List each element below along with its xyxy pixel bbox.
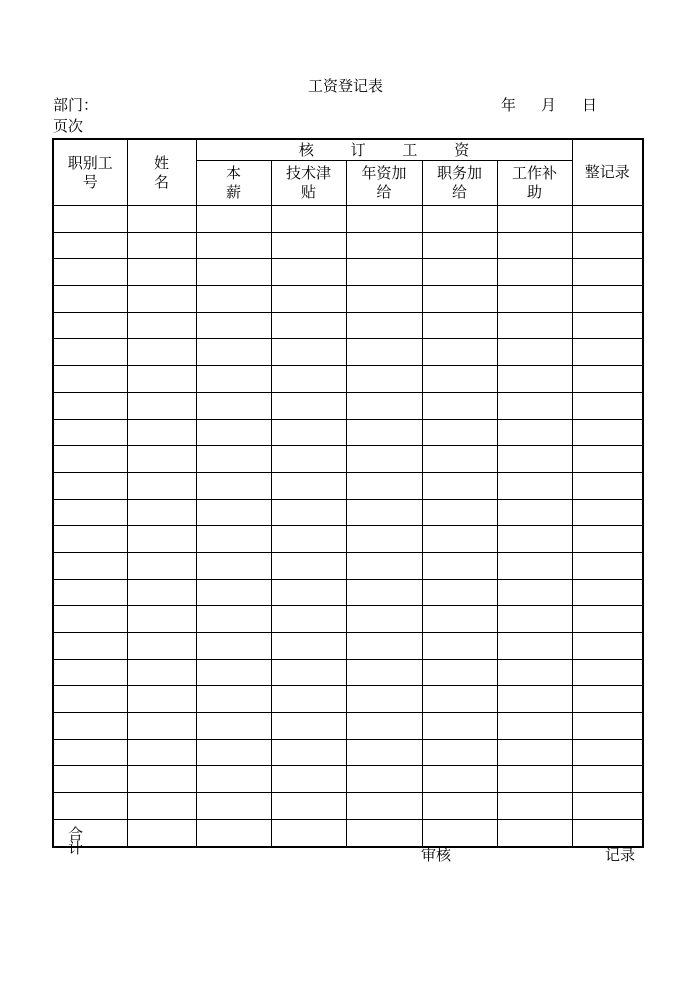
table-cell[interactable] bbox=[127, 339, 196, 366]
table-cell[interactable] bbox=[127, 232, 196, 259]
table-cell[interactable] bbox=[196, 339, 271, 366]
table-row bbox=[53, 392, 643, 419]
table-cell[interactable] bbox=[196, 606, 271, 633]
table-cell[interactable] bbox=[271, 766, 346, 793]
table-cell[interactable] bbox=[271, 446, 346, 473]
table-cell[interactable] bbox=[422, 339, 497, 366]
document-title: 工资登记表 bbox=[308, 77, 384, 95]
table-cell[interactable] bbox=[53, 206, 127, 233]
table-cell[interactable] bbox=[196, 259, 271, 286]
table-cell[interactable] bbox=[346, 686, 422, 713]
table-cell[interactable] bbox=[53, 686, 127, 713]
table-cell[interactable] bbox=[271, 339, 346, 366]
header-job-number-line2: 号 bbox=[82, 172, 98, 191]
table-cell[interactable] bbox=[346, 446, 422, 473]
table-cell[interactable] bbox=[196, 366, 271, 393]
table-cell[interactable] bbox=[497, 499, 572, 526]
table-cell[interactable] bbox=[497, 232, 572, 259]
table-cell[interactable] bbox=[422, 633, 497, 660]
table-cell[interactable] bbox=[53, 472, 127, 499]
table-cell[interactable] bbox=[346, 259, 422, 286]
table-cell[interactable] bbox=[127, 659, 196, 686]
table-cell[interactable] bbox=[572, 419, 643, 446]
table-cell[interactable] bbox=[196, 446, 271, 473]
total-cell[interactable] bbox=[196, 819, 271, 847]
table-cell[interactable] bbox=[271, 472, 346, 499]
table-cell[interactable] bbox=[422, 606, 497, 633]
table-cell[interactable] bbox=[572, 472, 643, 499]
header-seniority-bonus-line2: 给 bbox=[376, 183, 392, 201]
table-cell[interactable] bbox=[346, 659, 422, 686]
table-cell[interactable] bbox=[572, 579, 643, 606]
year-label: 年 bbox=[501, 96, 517, 114]
table-cell[interactable] bbox=[127, 606, 196, 633]
table-row bbox=[53, 793, 643, 820]
table-cell[interactable] bbox=[127, 366, 196, 393]
header-name-line1: 姓 bbox=[153, 153, 169, 172]
table-cell[interactable] bbox=[346, 713, 422, 740]
table-cell[interactable] bbox=[127, 206, 196, 233]
header-position-bonus-line2: 给 bbox=[451, 183, 467, 201]
table-cell[interactable] bbox=[196, 579, 271, 606]
table-cell[interactable] bbox=[127, 312, 196, 339]
table-cell[interactable] bbox=[53, 659, 127, 686]
header-technical-allowance-line1: 技术津 bbox=[285, 164, 331, 182]
table-cell[interactable] bbox=[346, 286, 422, 313]
table-cell[interactable] bbox=[346, 392, 422, 419]
recorder-label: 记录 bbox=[605, 846, 636, 864]
table-cell[interactable] bbox=[572, 286, 643, 313]
table-row bbox=[53, 579, 643, 606]
header-base-salary-line1: 本 bbox=[225, 164, 241, 182]
header-work-subsidy bbox=[497, 161, 572, 206]
table-cell[interactable] bbox=[271, 419, 346, 446]
table-cell[interactable] bbox=[422, 659, 497, 686]
table-cell[interactable] bbox=[196, 793, 271, 820]
table-cell[interactable] bbox=[53, 633, 127, 660]
table-cell[interactable] bbox=[271, 526, 346, 553]
table-cell[interactable] bbox=[196, 713, 271, 740]
table-row bbox=[53, 472, 643, 499]
table-cell[interactable] bbox=[422, 472, 497, 499]
table-cell[interactable] bbox=[572, 499, 643, 526]
table-cell[interactable] bbox=[53, 552, 127, 579]
table-cell[interactable] bbox=[346, 526, 422, 553]
table-cell[interactable] bbox=[271, 713, 346, 740]
table-cell[interactable] bbox=[53, 766, 127, 793]
table-cell[interactable] bbox=[271, 392, 346, 419]
table-cell[interactable] bbox=[53, 419, 127, 446]
table-cell[interactable] bbox=[196, 499, 271, 526]
table-row bbox=[53, 686, 643, 713]
header-adjust-record: 整记录 bbox=[572, 139, 643, 206]
table-cell[interactable] bbox=[572, 713, 643, 740]
table-cell[interactable] bbox=[572, 659, 643, 686]
table-cell[interactable] bbox=[422, 392, 497, 419]
table-row bbox=[53, 206, 643, 233]
table-cell[interactable] bbox=[53, 713, 127, 740]
table-cell[interactable] bbox=[497, 206, 572, 233]
table-cell[interactable] bbox=[572, 232, 643, 259]
table-row bbox=[53, 606, 643, 633]
header-position-bonus-line1: 职务加 bbox=[436, 164, 482, 182]
header-seniority-bonus bbox=[346, 161, 422, 206]
table-row bbox=[53, 259, 643, 286]
table-cell[interactable] bbox=[196, 312, 271, 339]
table-cell[interactable] bbox=[53, 499, 127, 526]
header-work-subsidy-line1: 工作补 bbox=[512, 164, 558, 182]
table-cell[interactable] bbox=[346, 472, 422, 499]
table-cell[interactable] bbox=[497, 392, 572, 419]
table-cell[interactable] bbox=[127, 392, 196, 419]
table-cell[interactable] bbox=[422, 366, 497, 393]
table-cell[interactable] bbox=[271, 633, 346, 660]
table-cell[interactable] bbox=[572, 206, 643, 233]
table-cell[interactable] bbox=[127, 259, 196, 286]
total-label-line1: 合 bbox=[68, 824, 84, 843]
table-cell[interactable] bbox=[127, 579, 196, 606]
table-cell[interactable] bbox=[53, 286, 127, 313]
header-name-line2: 名 bbox=[153, 172, 169, 191]
table-cell[interactable] bbox=[127, 739, 196, 766]
table-cell[interactable] bbox=[346, 793, 422, 820]
header-name bbox=[127, 139, 196, 206]
table-cell[interactable] bbox=[422, 232, 497, 259]
table-cell[interactable] bbox=[196, 552, 271, 579]
table-cell[interactable] bbox=[196, 526, 271, 553]
table-cell[interactable] bbox=[497, 312, 572, 339]
table-cell[interactable] bbox=[572, 259, 643, 286]
table-cell[interactable] bbox=[422, 206, 497, 233]
table-cell[interactable] bbox=[422, 446, 497, 473]
table-cell[interactable] bbox=[572, 766, 643, 793]
header-seniority-bonus-line1: 年资加 bbox=[361, 164, 407, 182]
table-row bbox=[53, 766, 643, 793]
table-row bbox=[53, 446, 643, 473]
table-cell[interactable] bbox=[53, 446, 127, 473]
header-base-salary bbox=[196, 161, 271, 206]
table-cell[interactable] bbox=[53, 312, 127, 339]
table-cell[interactable] bbox=[196, 392, 271, 419]
table-cell[interactable] bbox=[196, 659, 271, 686]
page-number-label: 页次 bbox=[53, 117, 84, 135]
table-row bbox=[53, 312, 643, 339]
table-row bbox=[53, 633, 643, 660]
table-cell[interactable] bbox=[271, 499, 346, 526]
table-cell[interactable] bbox=[422, 419, 497, 446]
header-base-salary-line2: 薪 bbox=[225, 183, 241, 201]
header-technical-allowance-line2: 贴 bbox=[300, 183, 316, 201]
table-cell[interactable] bbox=[497, 766, 572, 793]
table-cell[interactable] bbox=[497, 472, 572, 499]
table-cell[interactable] bbox=[497, 259, 572, 286]
table-cell[interactable] bbox=[271, 312, 346, 339]
table-cell[interactable] bbox=[572, 446, 643, 473]
table-cell[interactable] bbox=[422, 526, 497, 553]
table-cell[interactable] bbox=[271, 286, 346, 313]
table-cell[interactable] bbox=[346, 633, 422, 660]
total-row bbox=[53, 819, 643, 847]
table-cell[interactable] bbox=[127, 713, 196, 740]
table-cell[interactable] bbox=[127, 552, 196, 579]
table-cell[interactable] bbox=[497, 713, 572, 740]
table-cell[interactable] bbox=[53, 526, 127, 553]
table-cell[interactable] bbox=[422, 766, 497, 793]
table-cell[interactable] bbox=[127, 766, 196, 793]
table-cell[interactable] bbox=[497, 633, 572, 660]
table-cell[interactable] bbox=[497, 446, 572, 473]
table-cell[interactable] bbox=[497, 686, 572, 713]
table-cell[interactable] bbox=[346, 419, 422, 446]
table-cell[interactable] bbox=[346, 552, 422, 579]
table-cell[interactable] bbox=[53, 366, 127, 393]
table-cell[interactable] bbox=[497, 366, 572, 393]
table-cell[interactable] bbox=[271, 606, 346, 633]
table-cell[interactable] bbox=[497, 606, 572, 633]
table-cell[interactable] bbox=[346, 366, 422, 393]
table-cell[interactable] bbox=[422, 739, 497, 766]
table-row bbox=[53, 552, 643, 579]
table-cell[interactable] bbox=[422, 713, 497, 740]
table-cell[interactable] bbox=[53, 232, 127, 259]
group-title-char: 工 bbox=[402, 140, 418, 159]
table-cell[interactable] bbox=[271, 232, 346, 259]
header-job-number bbox=[53, 139, 127, 206]
table-cell[interactable] bbox=[196, 206, 271, 233]
table-cell[interactable] bbox=[572, 606, 643, 633]
table-cell[interactable] bbox=[346, 232, 422, 259]
table-cell[interactable] bbox=[346, 579, 422, 606]
table-cell[interactable] bbox=[346, 206, 422, 233]
table-row bbox=[53, 366, 643, 393]
table-row bbox=[53, 739, 643, 766]
table-cell[interactable] bbox=[271, 686, 346, 713]
table-cell[interactable] bbox=[127, 686, 196, 713]
table-cell[interactable] bbox=[196, 739, 271, 766]
total-cell[interactable] bbox=[572, 819, 643, 847]
table-row bbox=[53, 713, 643, 740]
table-cell[interactable] bbox=[127, 499, 196, 526]
table-cell[interactable] bbox=[572, 633, 643, 660]
table-cell[interactable] bbox=[346, 312, 422, 339]
table-row bbox=[53, 659, 643, 686]
table-cell[interactable] bbox=[346, 499, 422, 526]
table-cell[interactable] bbox=[271, 206, 346, 233]
table-cell[interactable] bbox=[572, 339, 643, 366]
table-row bbox=[53, 232, 643, 259]
table-cell[interactable] bbox=[271, 366, 346, 393]
table-cell[interactable] bbox=[271, 659, 346, 686]
table-cell[interactable] bbox=[271, 739, 346, 766]
header-position-bonus bbox=[422, 161, 497, 206]
table-cell[interactable] bbox=[572, 686, 643, 713]
table-row bbox=[53, 419, 643, 446]
total-cell[interactable] bbox=[127, 819, 196, 847]
table-cell[interactable] bbox=[53, 392, 127, 419]
table-cell[interactable] bbox=[53, 339, 127, 366]
table-row bbox=[53, 339, 643, 366]
table-cell[interactable] bbox=[53, 259, 127, 286]
table-cell[interactable] bbox=[497, 339, 572, 366]
table-cell[interactable] bbox=[422, 259, 497, 286]
header-work-subsidy-line2: 助 bbox=[527, 183, 543, 201]
table-cell[interactable] bbox=[346, 606, 422, 633]
table-cell[interactable] bbox=[196, 633, 271, 660]
total-cell[interactable] bbox=[346, 819, 422, 847]
table-cell[interactable] bbox=[572, 526, 643, 553]
group-title-char: 核 bbox=[298, 140, 314, 159]
table-cell[interactable] bbox=[271, 579, 346, 606]
header-technical-allowance bbox=[271, 161, 346, 206]
table-cell[interactable] bbox=[196, 686, 271, 713]
table-cell[interactable] bbox=[346, 339, 422, 366]
table-cell[interactable] bbox=[572, 793, 643, 820]
table-cell[interactable] bbox=[53, 739, 127, 766]
table-cell[interactable] bbox=[271, 259, 346, 286]
total-label-line2: 计 bbox=[68, 838, 84, 857]
table-cell[interactable] bbox=[127, 446, 196, 473]
group-title-char: 资 bbox=[454, 140, 470, 159]
table-cell[interactable] bbox=[572, 312, 643, 339]
table-cell[interactable] bbox=[127, 633, 196, 660]
total-cell[interactable] bbox=[497, 819, 572, 847]
table-cell[interactable] bbox=[53, 793, 127, 820]
table-cell[interactable] bbox=[422, 552, 497, 579]
table-cell[interactable] bbox=[497, 659, 572, 686]
table-cell[interactable] bbox=[127, 286, 196, 313]
day-label: 日 bbox=[582, 96, 598, 114]
table-cell[interactable] bbox=[497, 579, 572, 606]
table-cell[interactable] bbox=[271, 552, 346, 579]
table-cell[interactable] bbox=[271, 793, 346, 820]
department-label: 部门： bbox=[53, 96, 99, 114]
table-cell[interactable] bbox=[497, 552, 572, 579]
table-cell[interactable] bbox=[497, 739, 572, 766]
table-cell[interactable] bbox=[422, 312, 497, 339]
table-cell[interactable] bbox=[422, 686, 497, 713]
table-cell[interactable] bbox=[127, 472, 196, 499]
table-cell[interactable] bbox=[422, 579, 497, 606]
table-cell[interactable] bbox=[196, 286, 271, 313]
table-cell[interactable] bbox=[572, 739, 643, 766]
table-cell[interactable] bbox=[53, 606, 127, 633]
table-cell[interactable] bbox=[346, 766, 422, 793]
table-cell[interactable] bbox=[497, 286, 572, 313]
table-cell[interactable] bbox=[572, 552, 643, 579]
header-job-number-line1: 职别工 bbox=[67, 153, 113, 172]
reviewer-label: 审核 bbox=[421, 846, 452, 864]
table-cell[interactable] bbox=[572, 366, 643, 393]
total-label bbox=[53, 819, 127, 857]
table-cell[interactable] bbox=[422, 286, 497, 313]
table-cell[interactable] bbox=[422, 499, 497, 526]
group-title-char: 订 bbox=[350, 140, 366, 159]
table-cell[interactable] bbox=[196, 419, 271, 446]
table-cell[interactable] bbox=[497, 526, 572, 553]
table-cell[interactable] bbox=[196, 472, 271, 499]
total-cell[interactable] bbox=[271, 819, 346, 847]
table-cell[interactable] bbox=[572, 392, 643, 419]
table-row bbox=[53, 499, 643, 526]
table-cell[interactable] bbox=[497, 419, 572, 446]
table-cell[interactable] bbox=[53, 579, 127, 606]
table-cell[interactable] bbox=[422, 793, 497, 820]
table-cell[interactable] bbox=[346, 739, 422, 766]
header-verified-salary-group bbox=[196, 139, 572, 161]
table-cell[interactable] bbox=[127, 526, 196, 553]
table-cell[interactable] bbox=[127, 419, 196, 446]
table-row bbox=[53, 286, 643, 313]
table-cell[interactable] bbox=[196, 232, 271, 259]
table-cell[interactable] bbox=[127, 793, 196, 820]
table-cell[interactable] bbox=[497, 793, 572, 820]
total-cell[interactable] bbox=[422, 819, 497, 847]
month-label: 月 bbox=[541, 96, 557, 114]
table-row bbox=[53, 526, 643, 553]
table-cell[interactable] bbox=[196, 766, 271, 793]
